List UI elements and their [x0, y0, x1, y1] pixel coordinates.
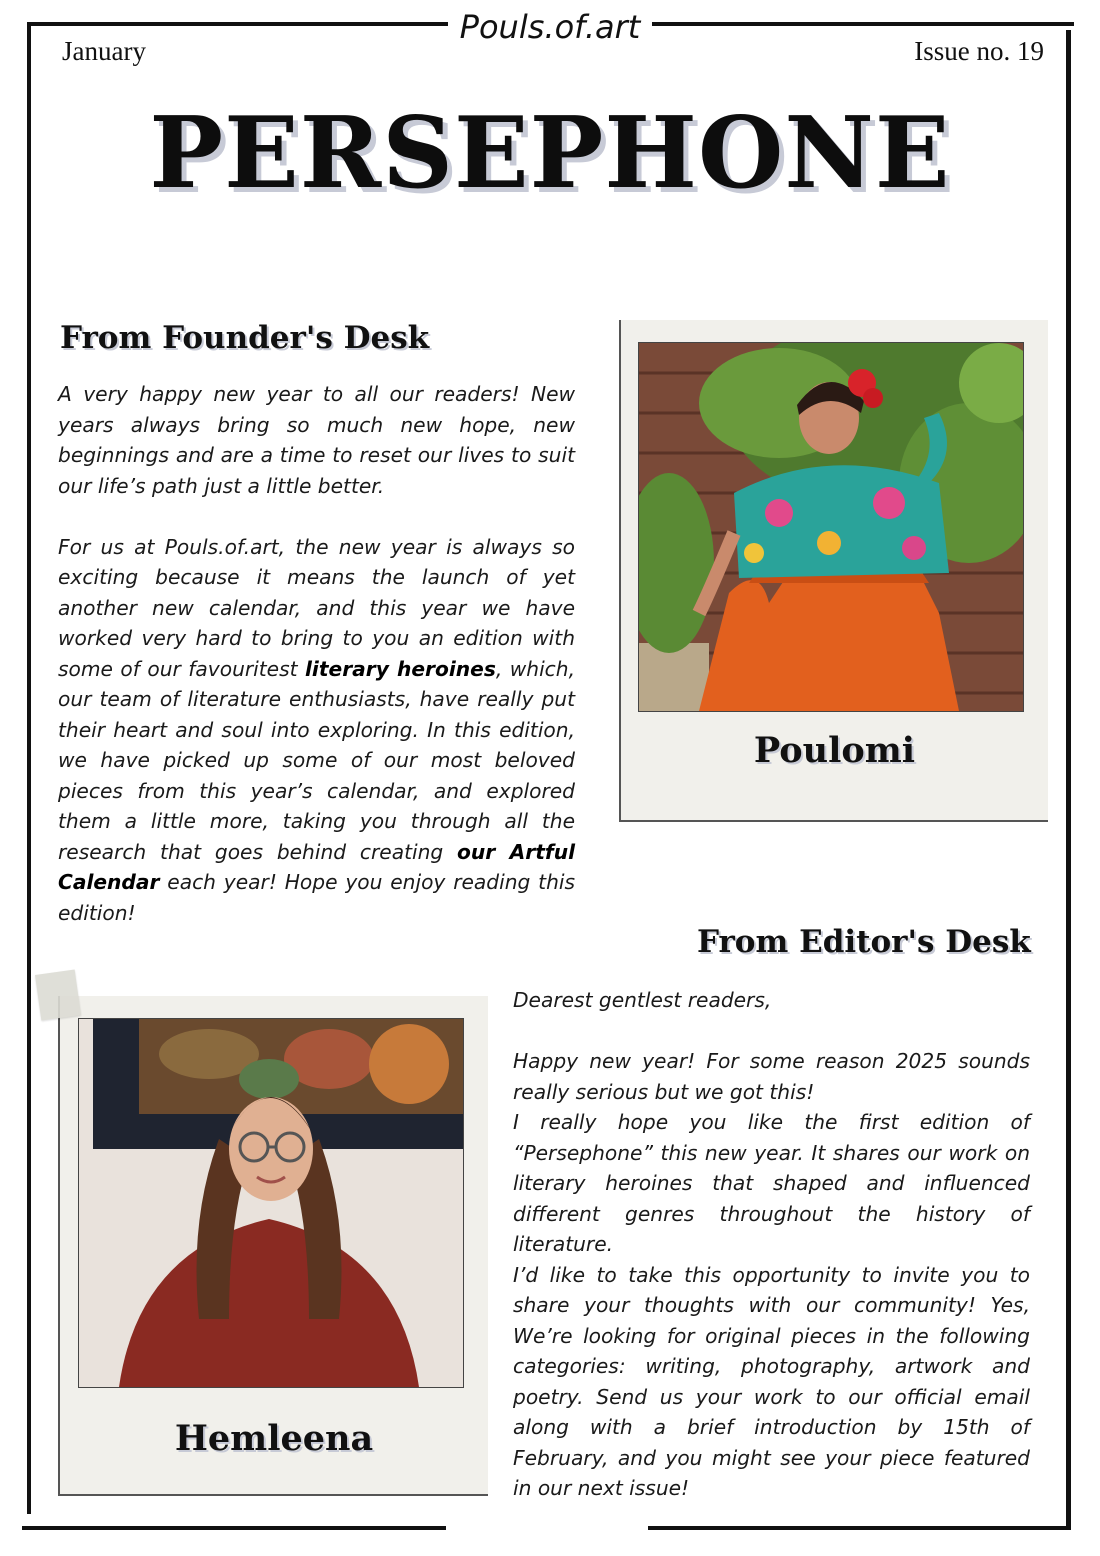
founder-highlight-literary-heroines: literary heroines — [305, 656, 496, 681]
editor-paragraph-1: Happy new year! For some reason 2025 sounds really serious but we got this! — [513, 1049, 1030, 1104]
founder-polaroid — [619, 320, 1048, 822]
editor-greeting: Dearest gentlest readers, — [513, 988, 772, 1012]
editor-letter — [513, 985, 1030, 1504]
frame-left — [27, 22, 31, 1514]
frame-bottom-right — [648, 1526, 1071, 1530]
founder-section-title: From Founder's Desk — [60, 320, 430, 356]
founder-highlight-artful-calendar: our Artful Calendar — [58, 839, 575, 894]
editor-photo-illustration — [79, 1019, 463, 1387]
editor-paragraph-3: I’d like to take this opportunity to invite you to share your thoughts with our community! Yes, We’re looking for original pieces in the following categories: writing, photography, artwork and poetry. Send us your work to our official email along with a brief introduction by 15th of February, and you might see your piece featured in our next issue! — [513, 1262, 1030, 1500]
brand-name: Pouls.of.art — [459, 8, 641, 46]
editor-paragraph-2: I really hope you like the first edition of “Persephone” this new year. It shares our work on literary heroines that shaped and influenced different genres throughout the history of literature. — [513, 1110, 1030, 1256]
masthead-title: PERSEPHONE — [149, 96, 951, 211]
issue-month: January — [62, 36, 146, 66]
editor-photo — [78, 1018, 464, 1388]
founder-p2-text-d: each year! Hope you enjoy reading this edition! — [58, 870, 575, 925]
editor-photo-caption: Hemleena — [174, 1418, 374, 1459]
editor-section-title: From Editor's Desk — [697, 924, 1031, 960]
frame-right — [1066, 30, 1071, 1530]
founder-photo-illustration — [639, 343, 1023, 711]
founder-paragraph-2 — [58, 532, 575, 929]
founder-photo — [638, 342, 1024, 712]
founder-p2-text-c: , which, our team of literature enthusiasts, have really put their heart and soul into exploring. In this edition, we have picked up some of our most beloved pieces from this year’s calendar, and explored them a little more, taking you through all the research that goes behind creating — [58, 656, 575, 864]
founder-paragraph-1: A very happy new year to all our readers! New years always bring so much new hope, new beginnings and are a time to reset our lives to suit our life’s path just a little better. — [58, 382, 575, 498]
founder-photo-caption: Poulomi — [753, 730, 916, 771]
issue-number: Issue no. 19 — [914, 36, 1044, 66]
editor-polaroid — [58, 996, 488, 1496]
frame-bottom-left — [22, 1526, 446, 1530]
tape-decoration — [35, 969, 81, 1020]
founder-p2-text-a: For us at Pouls.of.art, the new year is always so exciting because it means the launch of yet another new calendar, and this year we have worked very hard to bring to you an edition with some of our favouritest — [58, 534, 575, 681]
founder-letter — [58, 379, 575, 928]
